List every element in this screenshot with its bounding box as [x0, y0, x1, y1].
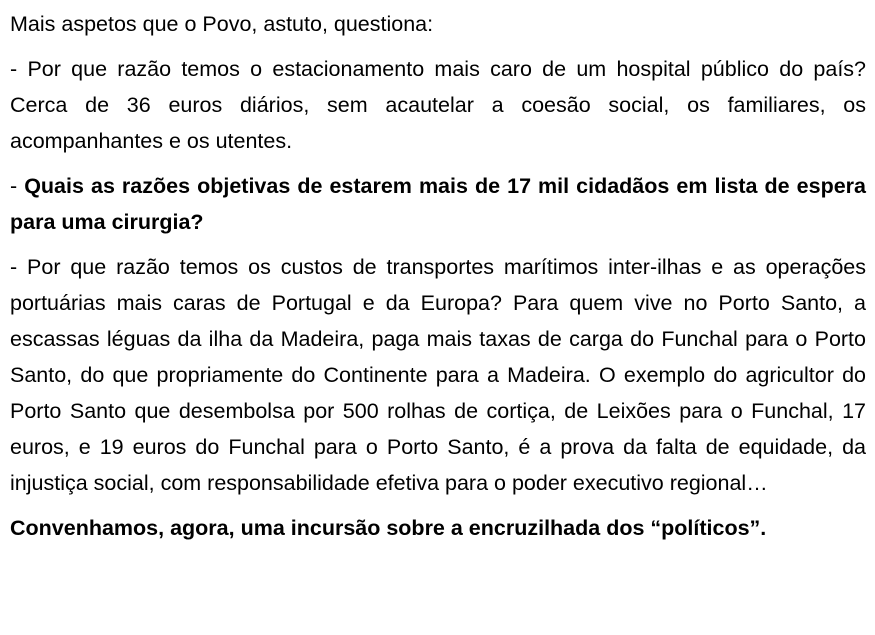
- intro-paragraph: Mais aspetos que o Povo, astuto, questiona:: [10, 12, 434, 36]
- question-item-surgery: [10, 168, 866, 240]
- closing-paragraph: Convenhamos, agora, uma incursão sobre a encruzilhada dos “políticos”.: [10, 516, 767, 540]
- item-text: Por que razão temos os custos de transportes marítimos inter-ilhas e as operações portuárias mais caras de Portugal e da Europa? Para quem vive no Porto Santo, a escassas léguas da ilha da Madeira, paga mais taxas de carga do Funchal para o Porto Santo, do que propriamente do Continente para a Madeira. O exemplo do agricultor do Porto Santo que desembolsa por 500 rolhas de cortiça, de Leixões para o Funchal, 17 euros, e 19 euros do Funchal para o Porto Santo, é a prova da falta de equidade, da injustiça social, com responsabilidade efetiva para o poder executivo regional…: [10, 255, 866, 495]
- question-item-transport: [10, 249, 866, 501]
- document-body: [10, 6, 866, 555]
- item-text: Por que razão temos o estacionamento mais caro de um hospital público do país? Cerca de 36 euros diários, sem acautelar a coesão social, os familiares, os acompanhantes e os utentes.: [10, 57, 867, 153]
- item-dash: -: [10, 174, 25, 198]
- item-dash: -: [10, 57, 28, 81]
- question-item-parking: [10, 51, 866, 159]
- item-dash: -: [10, 255, 28, 279]
- item-text-bold: Quais as razões objetivas de estarem mais de 17 mil cidadãos em lista de espera para uma cirurgia?: [10, 174, 866, 234]
